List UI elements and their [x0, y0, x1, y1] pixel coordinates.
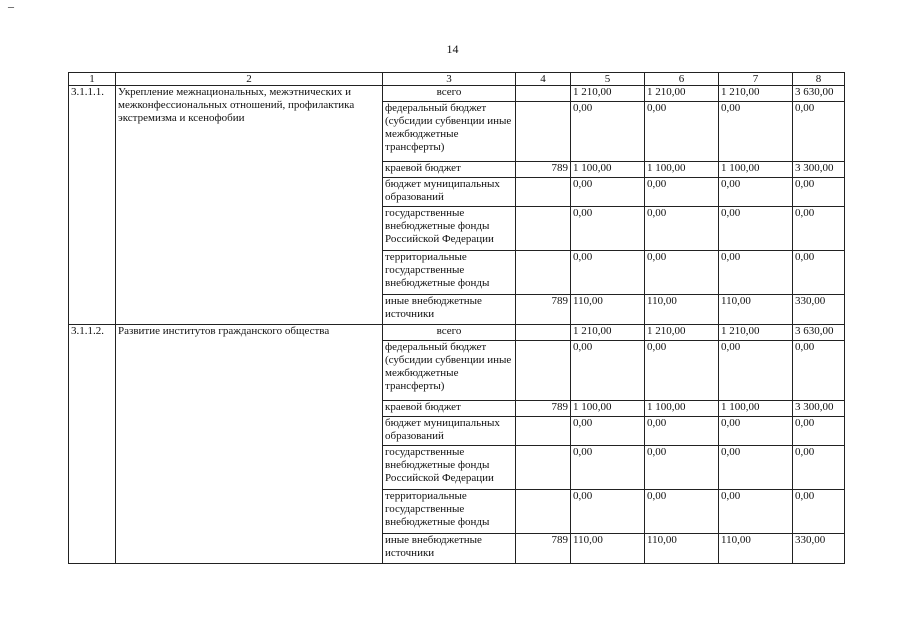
amount-col-5: 0,00 — [571, 417, 645, 446]
amount-col-7: 110,00 — [719, 534, 793, 564]
budget-code — [516, 341, 571, 401]
amount-total: 3 300,00 — [793, 401, 845, 417]
amount-col-7: 0,00 — [719, 251, 793, 295]
amount-col-6: 1 210,00 — [645, 86, 719, 102]
amount-col-6: 0,00 — [645, 490, 719, 534]
funding-source: федеральный бюджет (субсидии субвенции иные межбюджетные трансферты) — [383, 341, 516, 401]
amount-col-5: 110,00 — [571, 295, 645, 325]
budget-code: 789 — [516, 295, 571, 325]
amount-col-7: 110,00 — [719, 295, 793, 325]
header-col-3: 3 — [383, 73, 516, 86]
amount-col-7: 0,00 — [719, 341, 793, 401]
budget-code — [516, 417, 571, 446]
amount-col-6: 0,00 — [645, 251, 719, 295]
budget-code — [516, 86, 571, 102]
amount-col-7: 0,00 — [719, 178, 793, 207]
funding-source: государственные внебюджетные фонды Российской Федерации — [383, 446, 516, 490]
funding-source: федеральный бюджет (субсидии субвенции иные межбюджетные трансферты) — [383, 102, 516, 162]
funding-source: иные внебюджетные источники — [383, 534, 516, 564]
header-col-7: 7 — [719, 73, 793, 86]
amount-col-5: 0,00 — [571, 178, 645, 207]
amount-col-7: 1 100,00 — [719, 401, 793, 417]
budget-code: 789 — [516, 162, 571, 178]
amount-col-5: 110,00 — [571, 534, 645, 564]
amount-col-5: 0,00 — [571, 207, 645, 251]
funding-source: бюджет муниципальных образований — [383, 417, 516, 446]
item-code: 3.1.1.2. — [69, 325, 116, 564]
amount-total: 0,00 — [793, 102, 845, 162]
budget-code: 789 — [516, 534, 571, 564]
amount-col-5: 0,00 — [571, 251, 645, 295]
amount-col-6: 0,00 — [645, 341, 719, 401]
budget-code — [516, 207, 571, 251]
budget-code — [516, 325, 571, 341]
amount-col-6: 1 210,00 — [645, 325, 719, 341]
amount-col-6: 0,00 — [645, 207, 719, 251]
header-col-8: 8 — [793, 73, 845, 86]
amount-col-6: 0,00 — [645, 446, 719, 490]
amount-col-5: 1 100,00 — [571, 162, 645, 178]
table-row — [69, 325, 845, 341]
amount-total: 0,00 — [793, 490, 845, 534]
page-number: 14 — [446, 42, 459, 56]
item-title: Развитие институтов гражданского общества — [116, 325, 383, 564]
funding-source: государственные внебюджетные фонды Российской Федерации — [383, 207, 516, 251]
amount-col-7: 0,00 — [719, 446, 793, 490]
amount-col-7: 0,00 — [719, 417, 793, 446]
header-col-4: 4 — [516, 73, 571, 86]
amount-col-5: 0,00 — [571, 341, 645, 401]
budget-code — [516, 251, 571, 295]
corner-mark: – — [8, 0, 14, 13]
amount-total: 0,00 — [793, 446, 845, 490]
budget-table — [68, 72, 845, 564]
item-code: 3.1.1.1. — [69, 86, 116, 325]
amount-col-5: 1 210,00 — [571, 325, 645, 341]
amount-total: 0,00 — [793, 178, 845, 207]
funding-source: краевой бюджет — [383, 401, 516, 417]
amount-col-5: 0,00 — [571, 102, 645, 162]
amount-col-5: 1 210,00 — [571, 86, 645, 102]
funding-source: всего — [383, 325, 516, 341]
funding-source: бюджет муниципальных образований — [383, 178, 516, 207]
funding-source: краевой бюджет — [383, 162, 516, 178]
header-col-6: 6 — [645, 73, 719, 86]
budget-code: 789 — [516, 401, 571, 417]
budget-code — [516, 178, 571, 207]
funding-source: территориальные государственные внебюджетные фонды — [383, 251, 516, 295]
amount-col-6: 1 100,00 — [645, 162, 719, 178]
item-title: Укрепление межнациональных, межэтнических и межконфессиональных отношений, профилактика экстремизма и ксенофобии — [116, 86, 383, 325]
table-body — [69, 86, 845, 564]
amount-col-6: 1 100,00 — [645, 401, 719, 417]
table-row — [69, 86, 845, 102]
header-col-5: 5 — [571, 73, 645, 86]
amount-col-7: 1 210,00 — [719, 86, 793, 102]
budget-code — [516, 490, 571, 534]
amount-col-7: 1 210,00 — [719, 325, 793, 341]
budget-code — [516, 446, 571, 490]
amount-col-7: 0,00 — [719, 102, 793, 162]
amount-total: 3 630,00 — [793, 325, 845, 341]
header-row — [69, 73, 845, 86]
amount-col-6: 0,00 — [645, 417, 719, 446]
amount-total: 330,00 — [793, 295, 845, 325]
amount-col-5: 1 100,00 — [571, 401, 645, 417]
amount-col-5: 0,00 — [571, 446, 645, 490]
amount-total: 0,00 — [793, 417, 845, 446]
amount-col-6: 110,00 — [645, 295, 719, 325]
funding-source: иные внебюджетные источники — [383, 295, 516, 325]
amount-total: 0,00 — [793, 207, 845, 251]
amount-col-7: 0,00 — [719, 490, 793, 534]
amount-col-5: 0,00 — [571, 490, 645, 534]
amount-col-7: 0,00 — [719, 207, 793, 251]
amount-total: 0,00 — [793, 341, 845, 401]
funding-source: всего — [383, 86, 516, 102]
funding-source: территориальные государственные внебюджетные фонды — [383, 490, 516, 534]
amount-col-7: 1 100,00 — [719, 162, 793, 178]
amount-col-6: 0,00 — [645, 102, 719, 162]
header-col-1: 1 — [69, 73, 116, 86]
amount-total: 330,00 — [793, 534, 845, 564]
header-col-2: 2 — [116, 73, 383, 86]
amount-col-6: 0,00 — [645, 178, 719, 207]
amount-total: 0,00 — [793, 251, 845, 295]
budget-code — [516, 102, 571, 162]
amount-total: 3 300,00 — [793, 162, 845, 178]
amount-total: 3 630,00 — [793, 86, 845, 102]
amount-col-6: 110,00 — [645, 534, 719, 564]
